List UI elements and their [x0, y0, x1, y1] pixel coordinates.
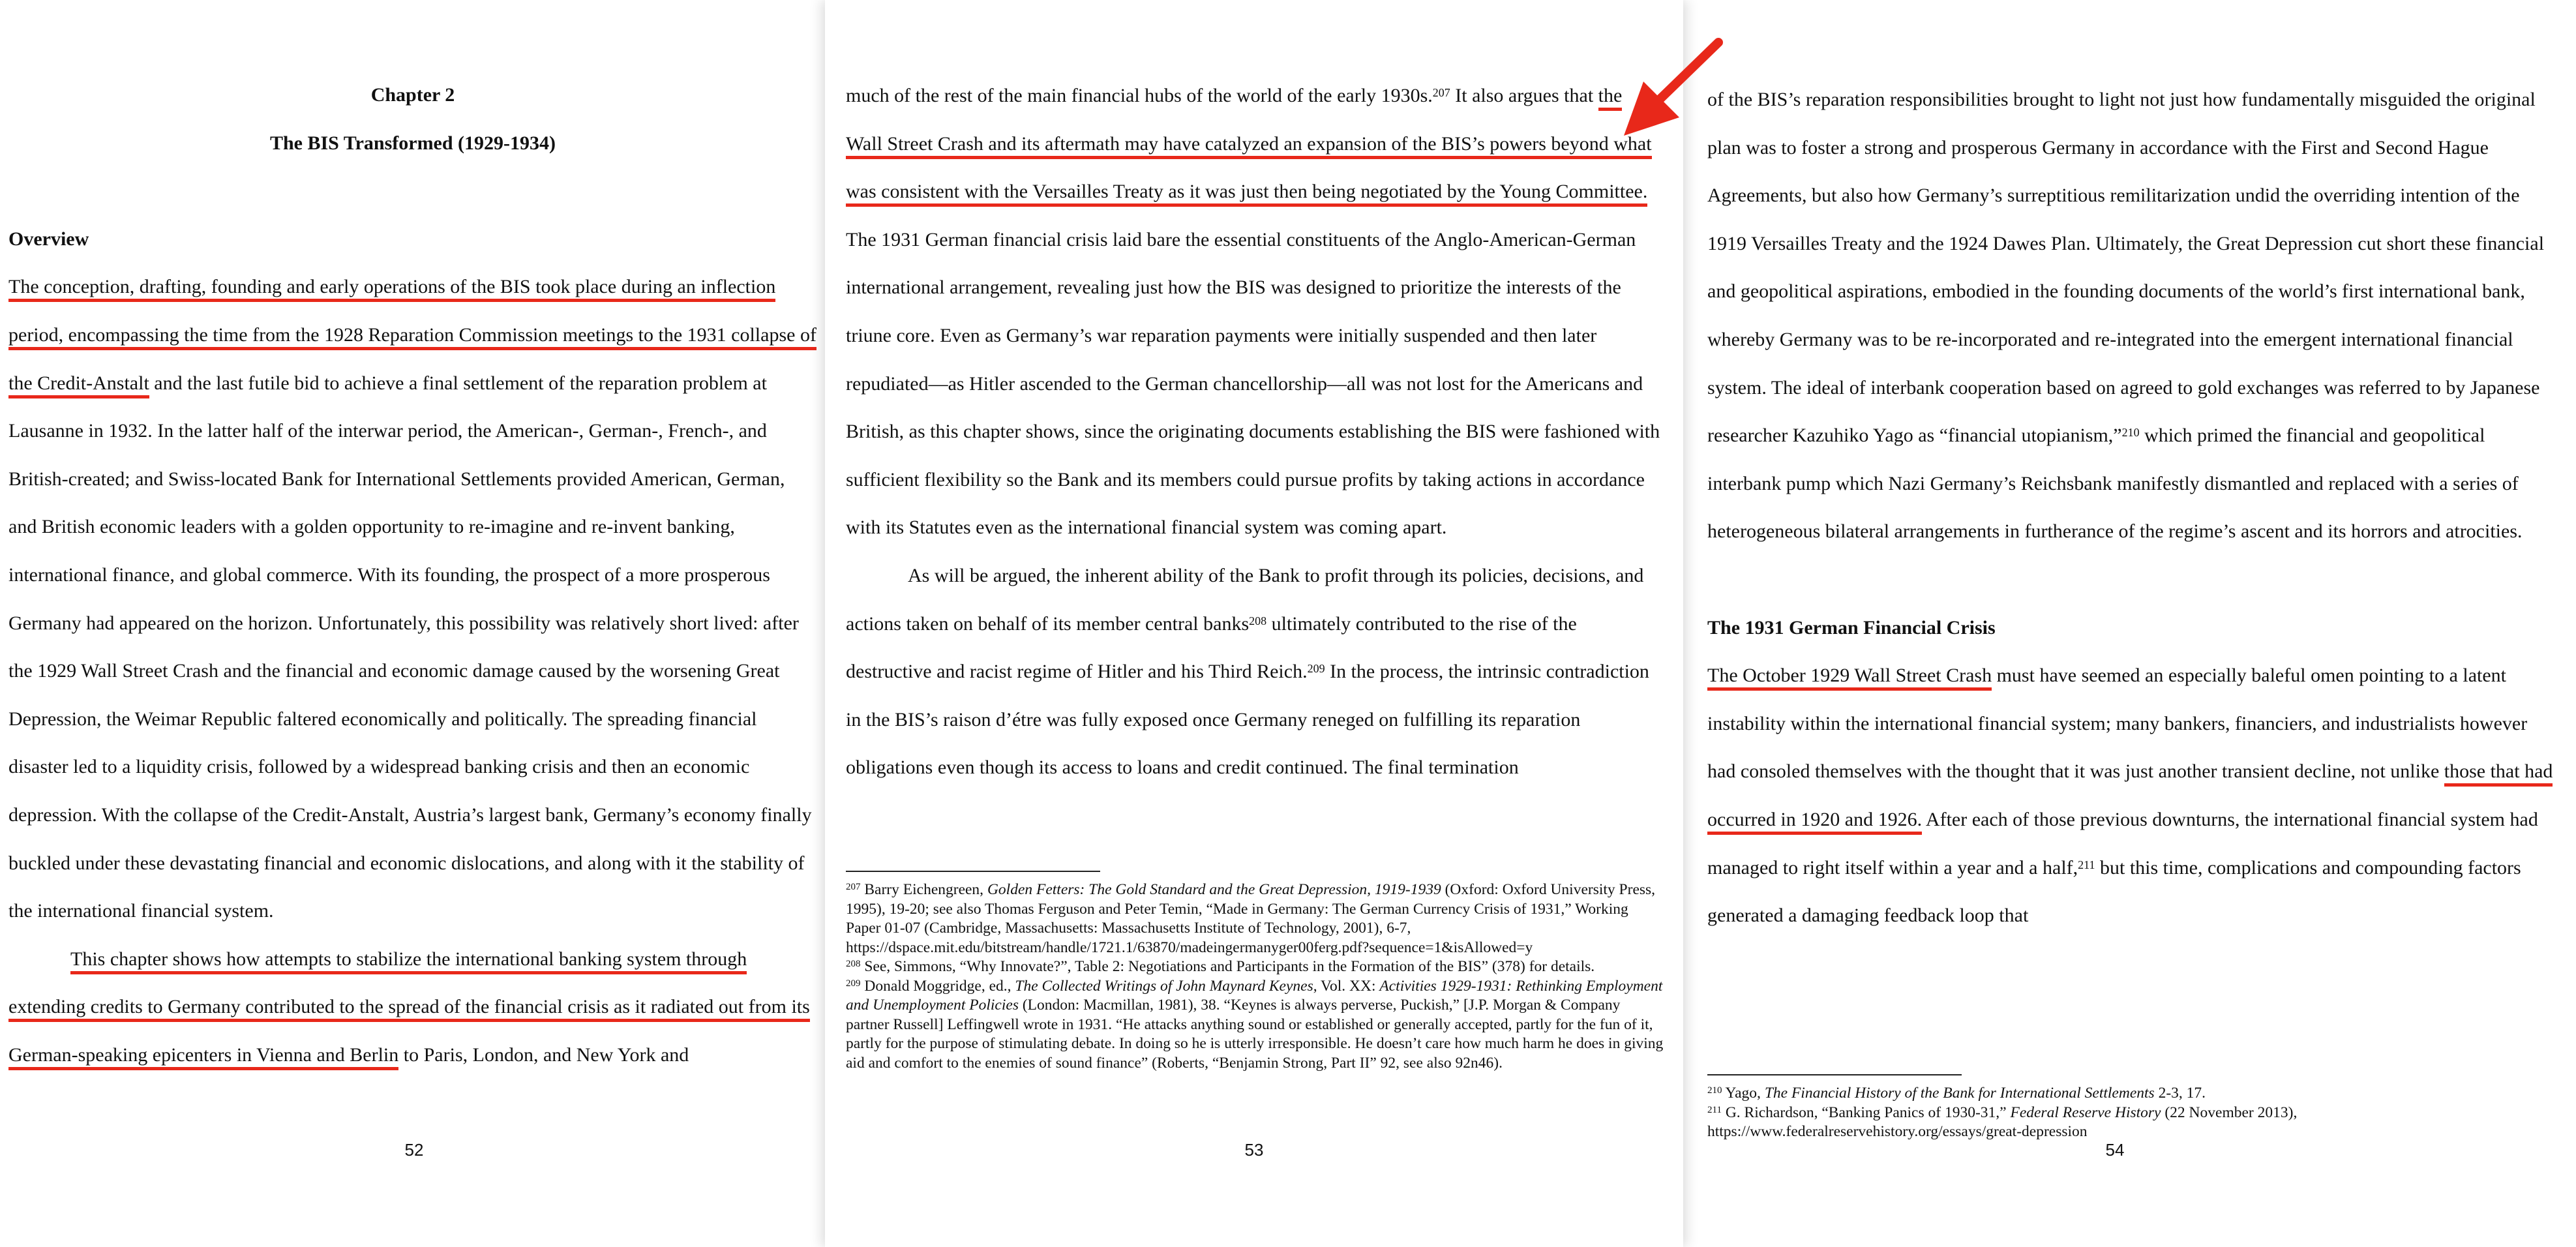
page-52 [0, 0, 825, 1247]
footnote-separator [1707, 1074, 1962, 1075]
body-paragraph: The October 1929 Wall Street Crash must have seemed an especially baleful omen pointing to a latent instability within the international financial system; many bankers, financiers, and industrialists however had consoled themselves with the thought that it was just another transient decline, not unlike those that had occurred in 1920 and 1926. After each of those previous downturns, the international financial system had managed to right itself within a year and a half,$^{211}$ but this time, complications and compounding factors generated a damaging feedback loop that [1707, 665, 2553, 927]
footnote-211: $^{211}$ G. Richardson, “Banking Panics of 1930-31,” Federal Reserve History (22 November 2013), https://www.federalreservehistory.org/essays/great-depression [1707, 1104, 2298, 1140]
chapter-title: The BIS Transformed (1929-1934) [269, 132, 556, 154]
footnotes [846, 880, 1664, 1073]
footnotes [1707, 1084, 2562, 1142]
red-arrow-icon [1617, 33, 1735, 143]
underlined-text: This chapter shows how attempts to stabilize the international banking system through extending credits to Germany contributed to the spread of the financial crisis as it radiated out from its German-speaking epicenters in Vienna and Berlin [8, 948, 810, 1070]
body-paragraph: much of the rest of the main financial hubs of the world of the early 1930s.$^{207}$ It also argues that the Wall Street Crash and its aftermath may have catalyzed an expansion of the BIS’s powers beyond what was consistent with the Versailles Treaty as it was just then being negotiated by the Young Committee. The 1931 German financial crisis laid bare the essential constituents of the Anglo-American-German international arrangement, revealing just how the BIS was designed to prioritize the interests of the triune core. Even as Germany’s war reparation payments were initially suspended and then later repudiated—as Hitler ascended to the German chancellorship—all was not lost for the Americans and British, as this chapter shows, since the originating documents establishing the BIS were fashioned with sufficient flexibility so the Bank and its members could pursue profits by taking actions in accordance with its Statutes even as the international financial system was coming apart. [846, 85, 1660, 539]
footnote-207: $^{207}$ Barry Eichengreen, Golden Fetters: The Gold Standard and the Great Depression, 1919-1939 (Oxford: Oxford University Press, 1995), 19-20; see also Thomas Ferguson and Peter Temin, “Made in Germany: The German Currency Crisis of 1931,” Working Paper 01-07 (Cambridge, Massachusetts: Massachusetts Institute of Technology, 2001), 6-7, https://dspace.mit.edu/bitstream/handle/1721.1/63870/madeingermanyger00ferg.pdf?sequence=1&isAllowed=y [846, 881, 1656, 956]
footnote-ref: 208 [1249, 614, 1267, 627]
footnote-208: $^{208}$ See, Simmons, “Why Innovate?”, Table 2: Negotiations and Participants in the Formation of the BIS” (378) for details. [846, 958, 1595, 975]
page-54 [1683, 0, 2576, 1247]
overview-paragraph: The conception, drafting, founding and early operations of the BIS took place during an inflection period, encompassing the time from the 1928 Reparation Commission meetings to the 1931 collapse of the Credit-Anstalt and the last futile bid to achieve a final settlement of the reparation problem at Lausanne in 1932. In the latter half of the interwar period, the American-, German-, French-, and British-created; and Swiss-located Bank for International Settlements provided American, German, and British economic leaders with a golden opportunity to re-imagine and re-invent banking, international finance, and global commerce. With its founding, the prospect of a more prosperous Germany had appeared on the horizon. Unfortunately, this possibility was relatively short lived: after the 1929 Wall Street Crash and the financial and economic damage caused by the worsening Great Depression, the Weimar Republic faltered economically and politically. The spreading financial disaster led to a liquidity crisis, followed by a widespread banking crisis and then an economic depression. With the collapse of the Credit-Anstalt, Austria’s largest bank, Germany’s economy finally buckled under these devastating financial and economic dislocations, and along with it the stability of the international financial system. [8, 276, 816, 922]
page-number: 54 [2105, 1140, 2125, 1160]
chapter-label: Chapter 2 [370, 84, 455, 106]
footnote-210: $^{210}$ Yago, The Financial History of the Bank for International Settlements 2-3, 17. [1707, 1085, 2206, 1102]
underlined-text: those that had occurred in 1920 and 1926. [1707, 760, 2553, 835]
footnote-ref: 209 [1307, 662, 1325, 676]
body-paragraph: of the BIS’s reparation responsibilities brought to light not just how fundamentally misguided the original plan was to foster a strong and prosperous Germany in accordance with the First and Second Hague Agreements, but also how Germany’s surreptitious remilitarization undid the overriding intention of the 1919 Versailles Treaty and the 1924 Dawes Plan. Ultimately, the Great Depression cut short these financial and geopolitical aspirations, embodied in the founding documents of the world’s first international bank, whereby Germany was to be re-incorporated and re-integrated into the emergent international financial system. The ideal of interbank cooperation based on agreed to gold exchanges was referred to by Japanese researcher Kazuhiko Yago as “financial utopianism,”$^{210}$ which primed the financial and geopolitical interbank pump which Nazi Germany’s Reichsbank manifestly dismantled and replaced with a series of heterogeneous bilateral arrangements in furtherance of the regime’s ascent and its horrors and atrocities. [1707, 89, 2545, 543]
footnote-separator [846, 871, 1100, 872]
underlined-text: The conception, drafting, founding and early operations of the BIS took place during an inflection period, encompassing the time from the 1928 Reparation Commission meetings to the 1931 collapse of the Credit-Anstalt [8, 276, 816, 398]
page-52-body [8, 71, 817, 1079]
page-54-body [1707, 76, 2555, 940]
section-heading: The 1931 German Financial Crisis [1707, 616, 1996, 639]
footnote-ref: 211 [2078, 858, 2095, 871]
underlined-text: The October 1929 Wall Street Crash [1707, 665, 1992, 691]
page-53-body [846, 72, 1662, 792]
footnote-ref: 207 [1432, 86, 1450, 99]
chapter-intro-paragraph: This chapter shows how attempts to stabilize the international banking system through extending credits to Germany contributed to the spread of the financial crisis as it radiated out from its German-speaking epicenters in Vienna and Berlin to Paris, London, and New York and [8, 935, 817, 1079]
page-number: 52 [404, 1140, 424, 1160]
body-paragraph: As will be argued, the inherent ability of the Bank to profit through its policies, decisions, and actions taken on behalf of its member central banks$^{208}$ ultimately contributed to the rise of the destructive and racist regime of Hitler and his Third Reich.$^{209}$ In the process, the intrinsic contradiction in the BIS’s raison d’étre was fully exposed once Germany reneged on fulfilling its reparation obligations even though its access to loans and credit continued. The final termination [846, 564, 1649, 779]
page-number: 53 [1244, 1140, 1264, 1160]
underlined-text: the Wall Street Crash and its aftermath may have catalyzed an expansion of the BIS’s powers beyond what was consistent with the Versailles Treaty as it was just then being negotiated by the Young Committee. [846, 85, 1652, 207]
page-53 [825, 0, 1683, 1247]
footnote-ref: 210 [2121, 426, 2140, 440]
footnote-209: $^{209}$ Donald Moggridge, ed., The Collected Writings of John Maynard Keynes, Vol. XX: Activities 1929-1931: Rethinking Employment and Unemployment Policies (London: Macmillan, 1981), 38. “Keynes is always perverse, Puckish,” [J.P. Morgan & Company partner Russell] Leffingwell wrote in 1931. “He attacks anything sound or established or generally accepted, partly for the fun of it, partly for the purpose of stimulating debate. In doing so he is utterly irresponsible. He doesn’t care how much harm he does in giving aid and comfort to the enemies of sound finance” (Roberts, “Benjamin Strong, Part II” 92, see also 92n46). [846, 977, 1664, 1072]
overview-heading: Overview [8, 228, 89, 250]
